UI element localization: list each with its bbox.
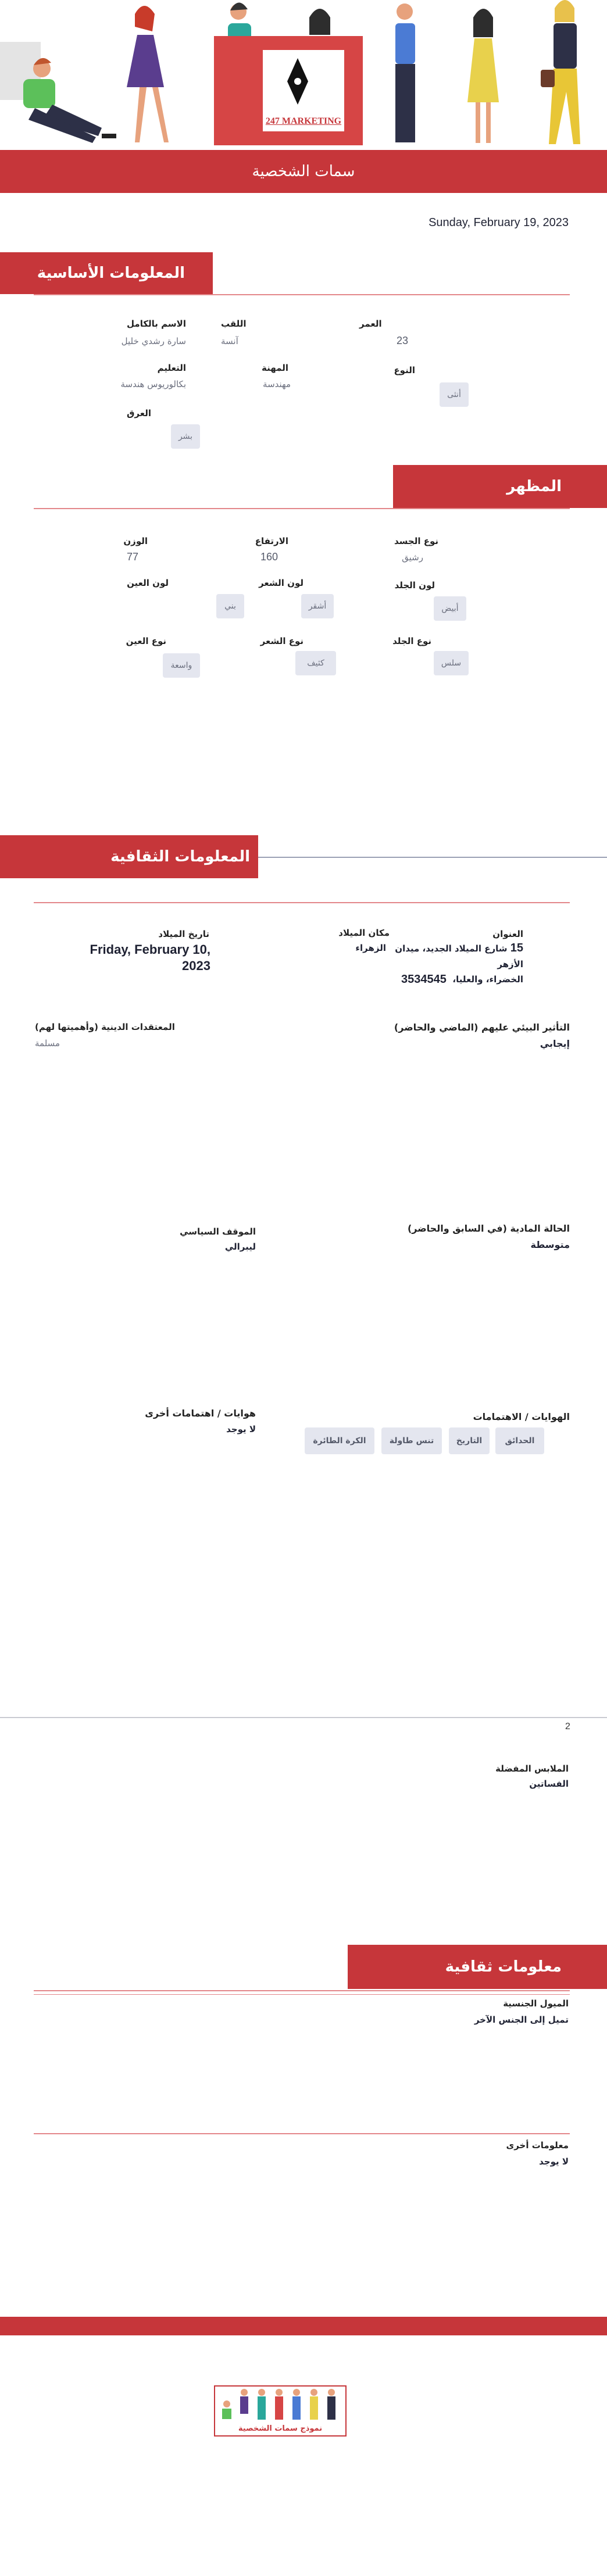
section-cultural-title (0, 835, 258, 878)
weight-value: 77 (127, 551, 139, 563)
profession-value: مهندسة (263, 379, 291, 389)
gender-chip: أنثى (440, 382, 469, 407)
section-appearance-title-text: المظهر (506, 478, 562, 495)
hobby-chip-4: الكرة الطائرة (305, 1427, 374, 1454)
birthdate-label: تاريخ الميلاد (158, 929, 209, 939)
section-basic-rule (34, 294, 570, 295)
header-illustration (0, 0, 607, 150)
eye-type-chip: واسعة (163, 653, 200, 678)
birthplace-label: مكان الميلاد (338, 928, 390, 938)
section-appearance-title (393, 465, 607, 508)
race-chip: بشر (171, 424, 200, 449)
footer-logo (214, 2385, 347, 2437)
weight-label: الوزن (123, 536, 148, 546)
hobby-chip-2: التاريخ (449, 1427, 490, 1454)
height-value: 160 (260, 551, 278, 563)
other-hobbies-label: هوايات / اهتمامات أخرى (145, 1408, 256, 1419)
other-hobbies-value: لا يوجد (226, 1424, 256, 1434)
education-value: بكالوريوس هندسة (120, 379, 186, 389)
environment-value: إيجابي (540, 1038, 570, 1049)
hair-color-chip: أشقر (301, 594, 334, 618)
section-cultural-title-text: المعلومات الثقافية (110, 848, 250, 865)
political-value: ليبرالي (224, 1242, 256, 1252)
address-label: العنوان (492, 929, 523, 939)
footer-people-illustration (215, 2387, 345, 2421)
section-cultural2-title-text: معلومات ثقافية (445, 1958, 562, 1976)
section-basic-title (0, 252, 213, 294)
header-banner (0, 150, 607, 193)
section-cultural2-rule-2 (34, 1994, 570, 1995)
full-name-value: سارة رشدي خليل (121, 336, 186, 346)
environment-label: التأثير البيئي عليهم (الماضي والحاضر) (394, 1022, 570, 1033)
nickname-value: آنسة (221, 336, 238, 346)
people-illustration (0, 0, 607, 150)
clothes-value: الفساتين (529, 1779, 569, 1789)
section-appearance-rule (34, 508, 570, 509)
skin-color-label: لون الجلد (394, 580, 435, 591)
hair-type-chip: كثيف (295, 651, 336, 675)
body-type-value: رشيق (402, 552, 423, 563)
other-info-label: معلومات أخرى (506, 2140, 569, 2151)
race-label: العرق (127, 408, 151, 418)
section-cultural2-title (348, 1945, 607, 1989)
section-basic-title-text: المعلومات الأساسية (37, 264, 185, 282)
hobbies-label: الهوايات / الاهتمامات (473, 1411, 570, 1422)
full-name-label: الاسم بالكامل (127, 319, 186, 329)
footer-logo-caption: نموذج سمات الشخصية (238, 2424, 323, 2433)
address-line1-text: شارع الميلاد الجديد، ميدان (395, 943, 508, 954)
eye-color-chip: بني (216, 594, 244, 618)
hair-type-label: نوع الشعر (260, 636, 304, 646)
address-line1 (384, 942, 523, 955)
eye-type-label: نوع العين (126, 636, 166, 646)
logo-text: 247 MARKETING (265, 116, 342, 126)
nickname-label: اللقب (221, 319, 247, 329)
page-break-line (0, 1717, 607, 1718)
skin-type-chip: سلس (434, 651, 469, 675)
birthplace-value: الزهراء (355, 943, 386, 953)
section-cultural2-rule (34, 1990, 570, 1991)
gender-label: النوع (394, 365, 415, 375)
profession-label: المهنة (262, 363, 288, 373)
section-other-rule (34, 2133, 570, 2134)
financial-label: الحالة المادية (في السابق والحاضر) (407, 1223, 570, 1234)
financial-value: متوسطة (530, 1239, 570, 1250)
other-info-value: لا يوجد (539, 2156, 569, 2167)
eye-color-label: لون العين (127, 578, 169, 588)
address-line1-num: 15 (510, 942, 523, 954)
body-type-label: نوع الجسد (394, 536, 438, 546)
birthdate-value: Friday, February 10, 2023 (90, 942, 210, 973)
age-label: العمر (359, 319, 382, 329)
height-label: الارتفاع (255, 536, 288, 546)
hobby-chip-1: الحدائق (495, 1427, 544, 1454)
orientation-value: تميل إلى الجنس الآخر (474, 2015, 569, 2025)
education-label: التعليم (157, 363, 186, 373)
banner-title: سمات الشخصية (252, 163, 355, 180)
religion-value: مسلمة (35, 1038, 60, 1049)
hair-color-label: لون الشعر (259, 578, 304, 588)
age-value: 23 (397, 335, 409, 346)
skin-color-chip: أبيض (434, 596, 466, 621)
religion-label: المعتقدات الدينية (وأهميتها لهم) (35, 1022, 175, 1032)
section-cultural-rule (34, 902, 570, 903)
hobby-chip-3: تنس طاولة (381, 1427, 442, 1454)
footer-bar (0, 2317, 607, 2335)
political-label: الموقف السياسي (180, 1226, 256, 1237)
address-line2: الأزهر (497, 959, 523, 969)
page-number: 2 (565, 1722, 570, 1731)
skin-type-label: نوع الجلد (392, 636, 431, 646)
clothes-label: الملابس المفضلة (495, 1763, 569, 1774)
address-line3-text: الخضراء، والعليا، (452, 974, 523, 985)
report-date: Sunday, February 19, 2023 (429, 216, 569, 229)
address-number: 3534545 (401, 973, 447, 986)
orientation-label: الميول الجنسية (503, 1998, 569, 2009)
